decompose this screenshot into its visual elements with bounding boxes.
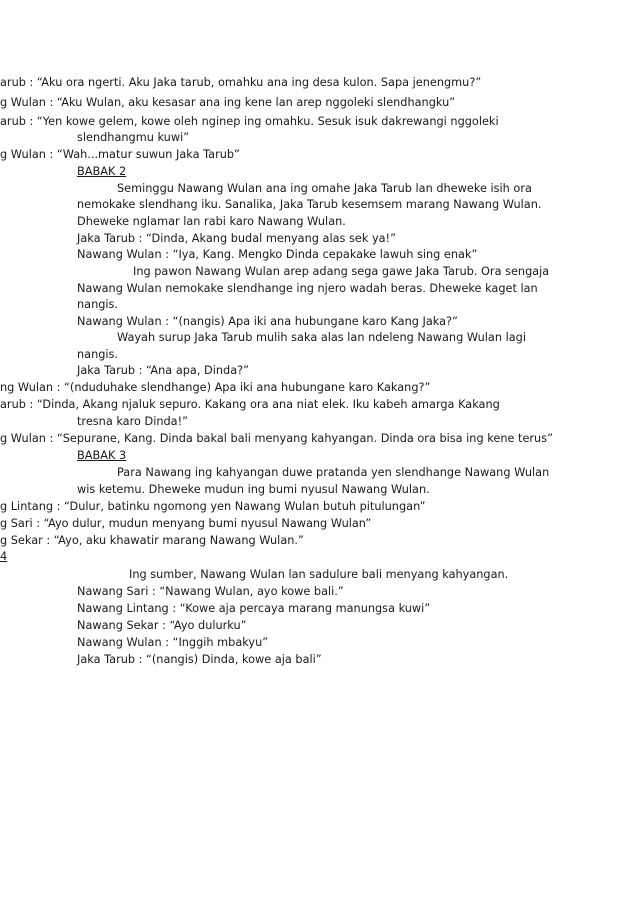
- section-heading-babak-2: BABAK 2: [77, 165, 127, 178]
- dialogue-line: arub : “Yen kowe gelem, kowe oleh nginep ing omahku. Sesuk isuk dakrewangi nggoleki: [0, 115, 499, 128]
- dialogue-line: g Lintang : “Dulur, batinku ngomong yen Nawang Wulan butuh pitulungan”: [0, 500, 426, 513]
- narration-line: nangis.: [77, 298, 119, 311]
- dialogue-line: g Wulan : “Aku Wulan, aku kesasar ana ing kene lan arep nggoleki slendhangku”: [0, 96, 456, 109]
- narration-line: Seminggu Nawang Wulan ana ing omahe Jaka Tarub lan dheweke isih ora: [117, 182, 532, 195]
- narration-line: wis ketemu. Dheweke mudun ing bumi nyusul Nawang Wulan.: [77, 483, 430, 496]
- dialogue-line: Nawang Wulan : “Iya, Kang. Mengko Dinda cepakake lawuh sing enak”: [77, 248, 478, 261]
- narration-line: Ing pawon Nawang Wulan arep adang sega gawe Jaka Tarub. Ora sengaja: [133, 265, 550, 278]
- dialogue-continuation: tresna karo Dinda!”: [77, 415, 188, 428]
- dialogue-line: arub : “Dinda, Akang njaluk sepuro. Kakang ora ana niat elek. Iku kabeh amarga Kakang: [0, 398, 500, 411]
- dialogue-line: Nawang Wulan : “Inggih mbakyu”: [77, 636, 269, 649]
- narration-line: Dheweke nglamar lan rabi karo Nawang Wulan.: [77, 215, 346, 228]
- dialogue-line: g Sari : “Ayo dulur, mudun menyang bumi nyusul Nawang Wulan”: [0, 517, 372, 530]
- dialogue-line: g Sekar : “Ayo, aku khawatir marang Nawang Wulan.”: [0, 534, 304, 547]
- dialogue-line: arub : “Aku ora ngerti. Aku Jaka tarub, omahku ana ing desa kulon. Sapa jenengmu?”: [0, 76, 482, 89]
- dialogue-line: g Wulan : “Wah...matur suwun Jaka Tarub”: [0, 148, 240, 161]
- dialogue-line: Jaka Tarub : “(nangis) Dinda, kowe aja bali”: [77, 653, 322, 666]
- section-heading-babak-4: 4: [0, 550, 8, 563]
- narration-line: nemokake slendhang iku. Sanalika, Jaka Tarub kesemsem marang Nawang Wulan.: [77, 198, 542, 211]
- dialogue-line: Nawang Wulan : “(nangis) Apa iki ana hubungane karo Kang Jaka?”: [77, 315, 458, 328]
- section-heading-babak-3: BABAK 3: [77, 449, 127, 462]
- narration-line: Para Nawang ing kahyangan duwe pratanda yen slendhange Nawang Wulan: [117, 466, 550, 479]
- narration-line: Wayah surup Jaka Tarub mulih saka alas lan ndeleng Nawang Wulan lagi: [117, 331, 526, 344]
- dialogue-line: Nawang Lintang : “Kowe aja percaya marang manungsa kuwi”: [77, 602, 431, 615]
- narration-line: nangis.: [77, 348, 119, 361]
- narration-line: Ing sumber, Nawang Wulan lan sadulure bali menyang kahyangan.: [129, 568, 509, 581]
- dialogue-line: Nawang Sekar : “Ayo dulurku”: [77, 619, 247, 632]
- dialogue-continuation: slendhangmu kuwi”: [77, 131, 190, 144]
- dialogue-line: Nawang Sari : “Nawang Wulan, ayo kowe bali.”: [77, 585, 344, 598]
- dialogue-line: Jaka Tarub : “Dinda, Akang budal menyang alas sek ya!”: [77, 232, 396, 245]
- dialogue-line: Jaka Tarub : “Ana apa, Dinda?”: [77, 364, 249, 377]
- dialogue-line: ng Wulan : “(nduduhake slendhange) Apa iki ana hubungane karo Kakang?”: [0, 381, 431, 394]
- dialogue-line: g Wulan : “Sepurane, Kang. Dinda bakal bali menyang kahyangan. Dinda ora bisa ing kene terus”: [0, 432, 553, 445]
- narration-line: Nawang Wulan nemokake slendhange ing njero wadah beras. Dheweke kaget lan: [77, 282, 538, 295]
